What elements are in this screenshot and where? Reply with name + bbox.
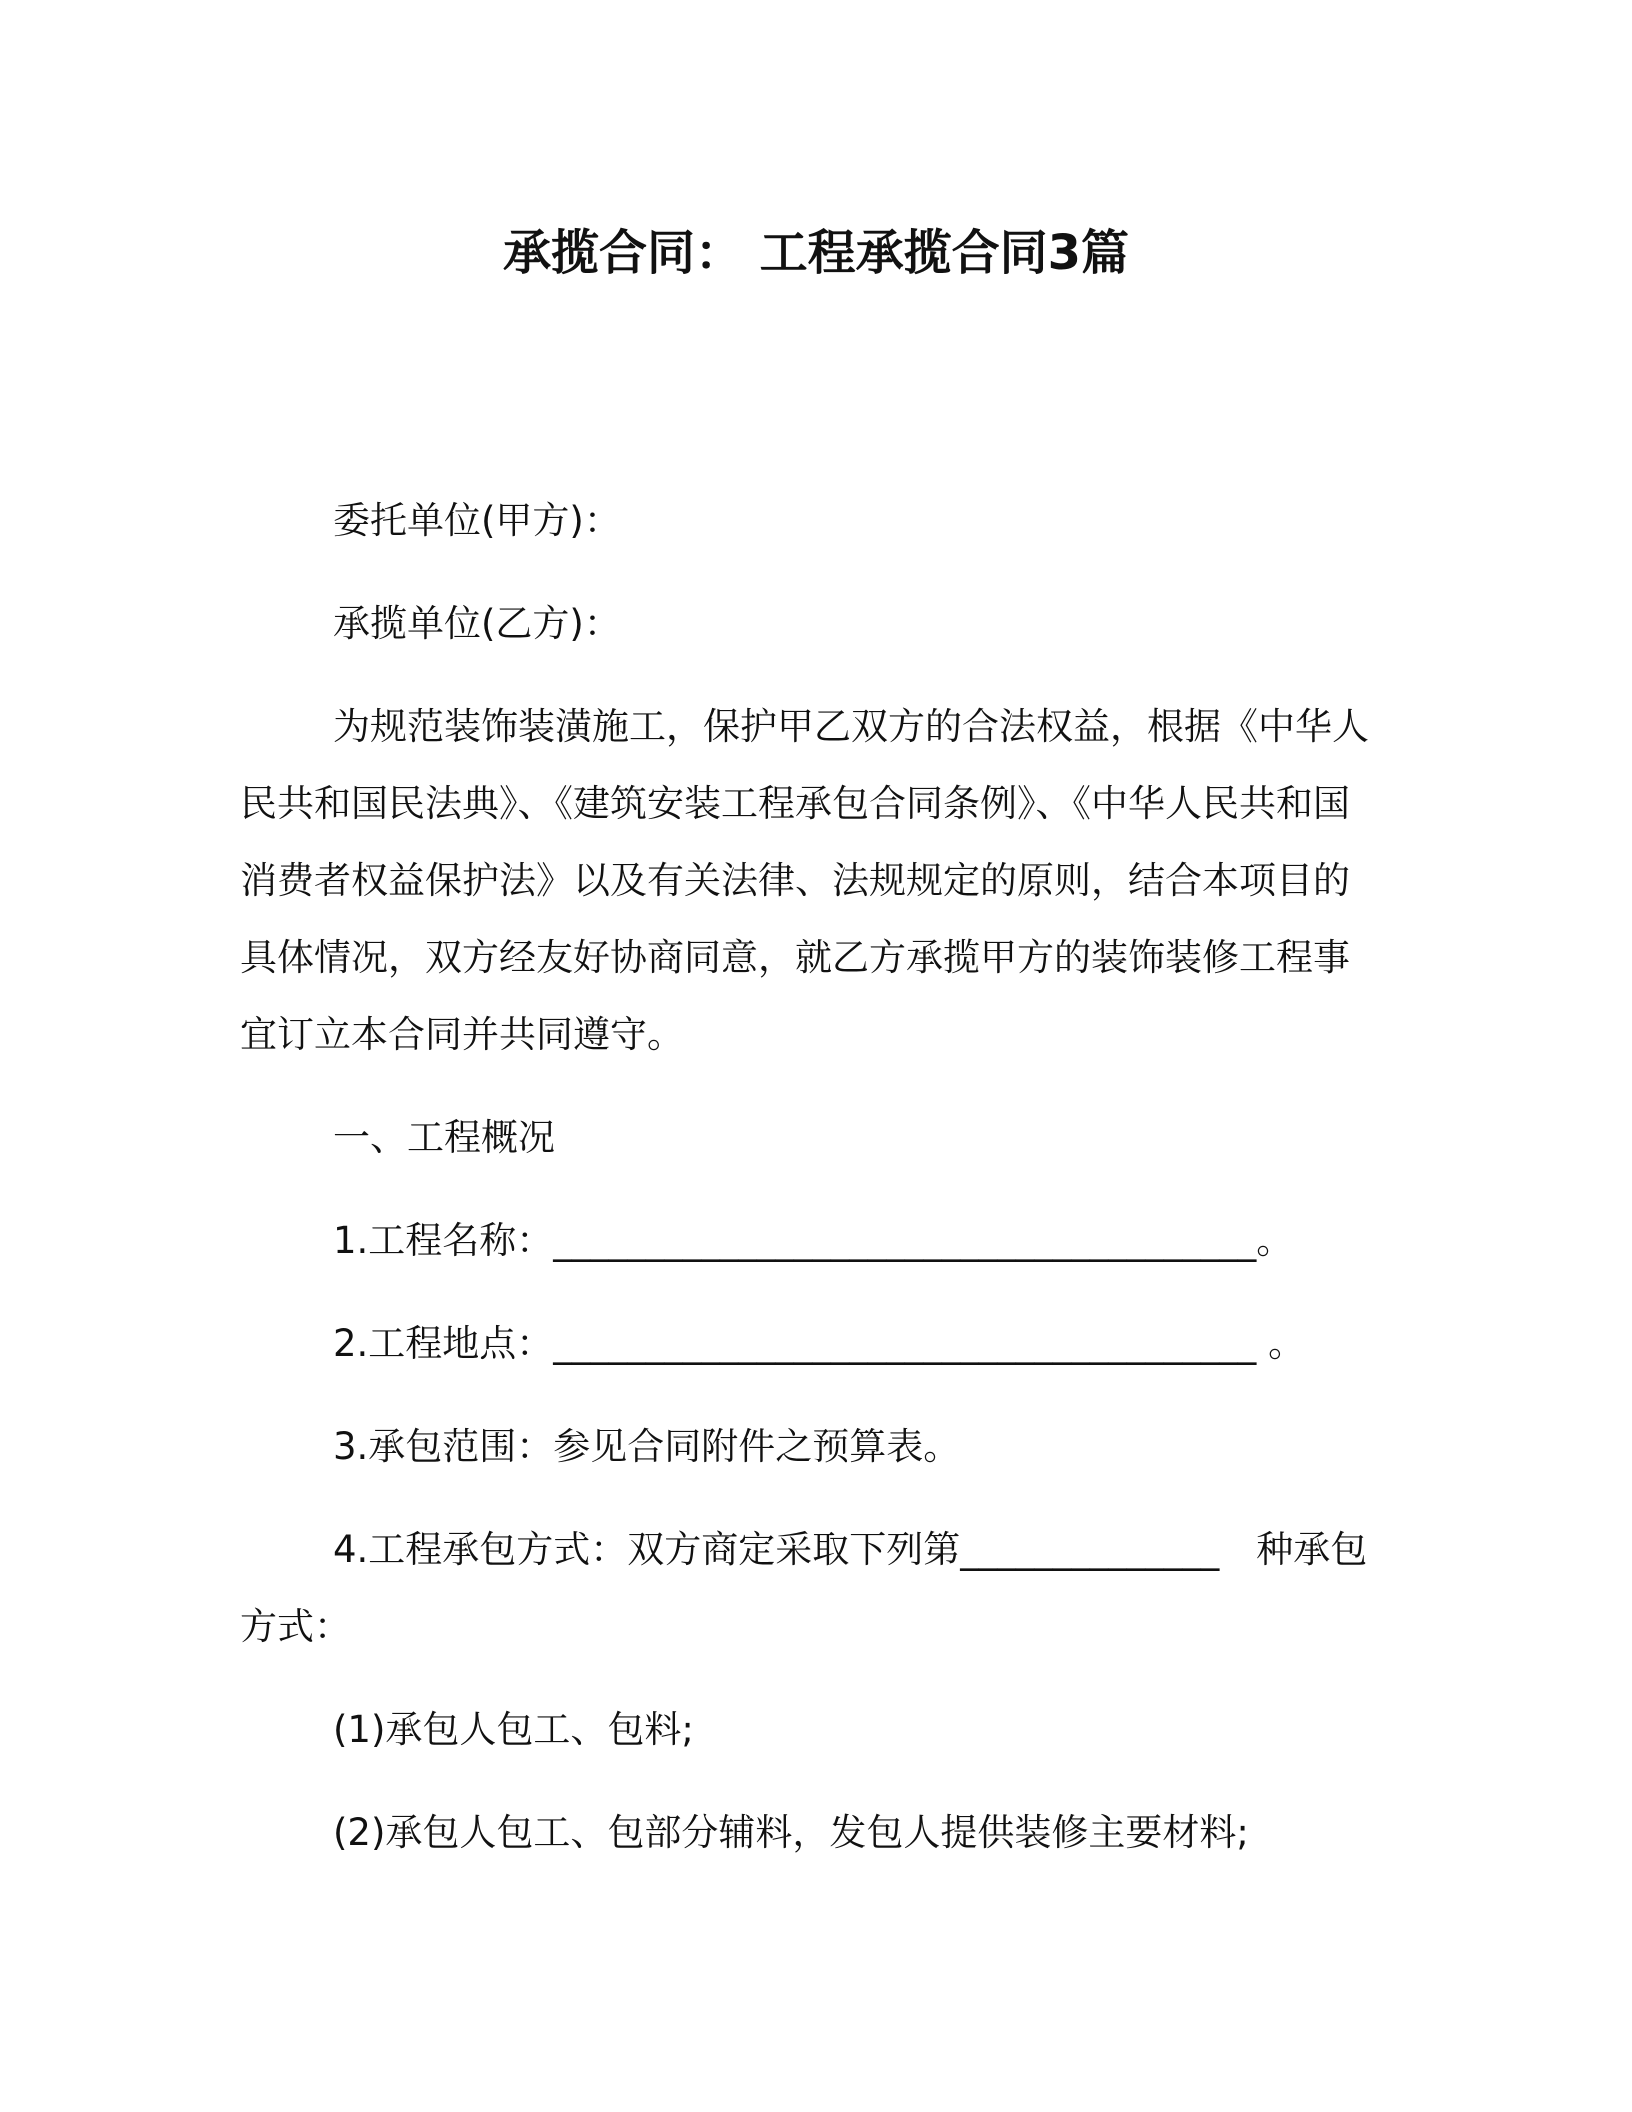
clause-item-project-name: 1.工程名称：______________________________________。 — [333, 1219, 1294, 1262]
clause-item-contract-scope: 3.承包范围：参见合同附件之预算表。 — [333, 1425, 961, 1468]
party-b-label: 承揽单位(乙方)： — [333, 602, 621, 645]
clause-item-project-location: 2.工程地点：______________________________________ 。 — [333, 1322, 1306, 1365]
clause-item-contract-method: 4.工程承包方式：双方商定采取下列第______________ 种承包方式： — [240, 1528, 1368, 1648]
document-body — [240, 482, 1380, 1897]
section-heading: 一、工程概况 — [333, 1116, 555, 1159]
party-a-label: 委托单位(甲方)： — [333, 499, 621, 542]
page-title: 承揽合同： 工程承揽合同3篇 — [502, 225, 1130, 281]
preamble-paragraph: 为规范装饰装潢施工，保护甲乙双方的合法权益，根据《中华人民共和国民法典》、《建筑安装工程承包合同条例》、《中华人民共和国消费者权益保护法》以及有关法律、法规规定的原则，结合本项目的具体情况，双方经友好协商同意，就乙方承揽甲方的装饰装修工程事宜订立本合同并共同遵守。 — [240, 705, 1369, 1056]
clause-option-1: (1)承包人包工、包料; — [333, 1708, 694, 1751]
clause-option-2: (2)承包人包工、包部分辅料，发包人提供装修主要材料; — [333, 1811, 1249, 1854]
